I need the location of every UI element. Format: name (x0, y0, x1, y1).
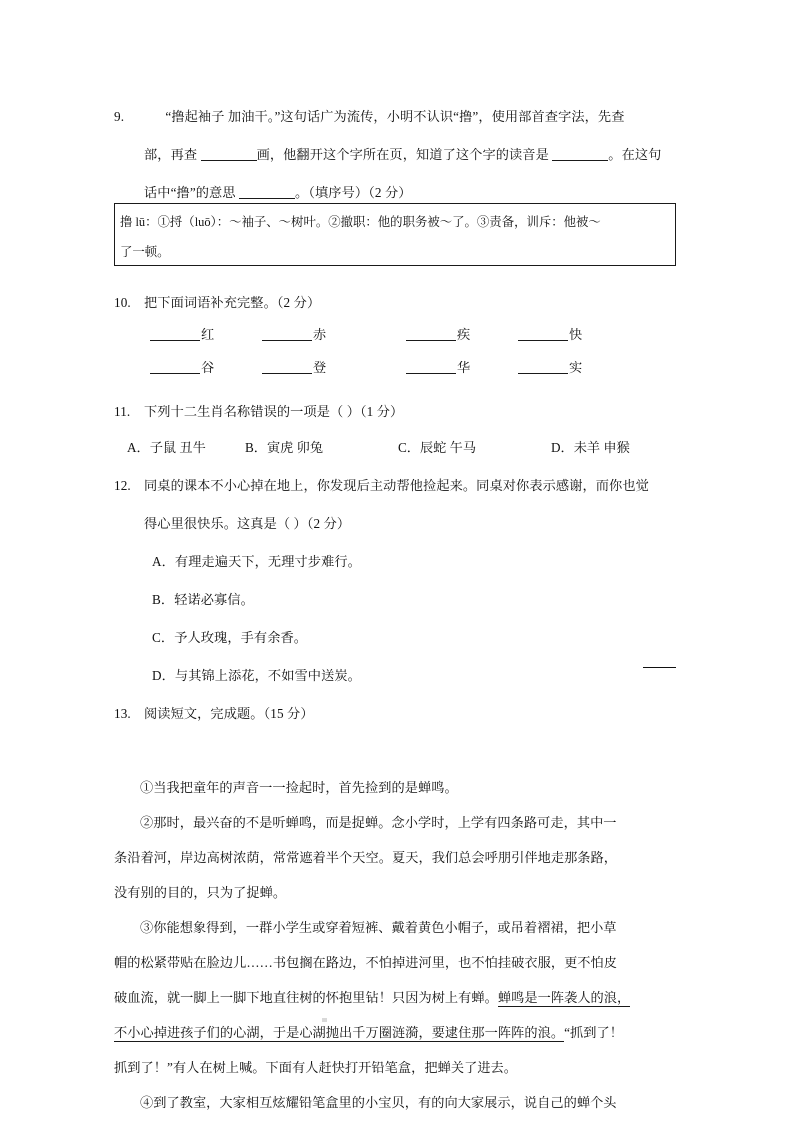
passage-paragraph-1 (114, 770, 680, 805)
question-11-number: 11. (114, 404, 131, 419)
dictionary-line-1: 撸 lū：①捋（luō）：～袖子、～树叶。②撤职：他的职务被～了。③责备，训斥：他被～ (120, 215, 601, 229)
question-9-text-2a: 部，再查 (144, 147, 198, 162)
answer-blank-pronunciation[interactable] (552, 147, 608, 161)
question-10-prompt-line (114, 284, 680, 322)
question-13-prompt: 阅读短文，完成题。（15 分） (144, 706, 314, 721)
question-12-option-a[interactable]: A．有理走遍天下，无理寸步难行。 (152, 554, 361, 569)
word-blank-2[interactable]: 赤 (262, 324, 326, 343)
question-9-text-2c: 。在这句 (608, 147, 662, 162)
question-9-text-3b: 。（填序号）（2 分） (295, 185, 412, 200)
word-blank-row (114, 357, 680, 390)
question-9-number: 9. (114, 109, 125, 124)
passage-paragraph-2-line-2: 条沿着河，岸边高树浓荫，常常遮着半个天空。夏天，我们总会呼朋引伴地走那条路， (114, 850, 618, 865)
word-blank-7[interactable]: 华 (406, 357, 470, 376)
scan-artifact (322, 1018, 327, 1022)
question-9-text-1: “撸起袖子 加油干。”这句话广为流传，小明不认识“撸”，使用部首查字法，先查 (165, 109, 625, 124)
word-blank-1[interactable]: 红 (150, 324, 214, 343)
answer-blank-meaning[interactable] (239, 185, 295, 199)
question-12-prompt-1: 同桌的课本不小心掉在地上，你发现后主动帮他捡起来。同桌对你表示感谢，而你也觉 (144, 478, 649, 493)
passage-paragraph-3-line-5: 抓到了！”有人在树上喊。下面有人赶快打开铅笔盒，把蝉关了进去。 (114, 1060, 518, 1075)
question-9-text-3a: 话中“撸”的意思 (144, 185, 236, 200)
passage-paragraph-3-line-3: 破血流，就一脚上一脚下地直往树的怀抱里钻！只因为树上有蝉。蝉鸣是一阵袭人的浪， (114, 990, 631, 1005)
passage-title-row (114, 733, 680, 768)
dictionary-definition-box (114, 203, 676, 266)
word-blank-6[interactable]: 登 (262, 357, 326, 376)
word-blank-4[interactable]: 快 (518, 324, 582, 343)
paragraph-3-tail: “抓到了！ (564, 1025, 623, 1040)
question-13-number: 13. (114, 706, 131, 721)
word-blank-5[interactable]: 谷 (150, 357, 214, 376)
word-blank-8[interactable]: 实 (518, 357, 582, 376)
question-11-options (114, 431, 680, 467)
dictionary-line-2: 了一顿。 (120, 245, 170, 259)
question-11-prompt: 下列十二生肖名称错误的一项是（ ）（1 分） (144, 404, 404, 419)
question-12-prompt-line-2 (114, 505, 680, 543)
option-c[interactable]: C．辰蛇 午马 (398, 440, 477, 455)
question-10-blank-grid (114, 324, 680, 390)
passage-paragraph-4-line-1: ④到了教室，大家相互炫耀铅笔盒里的小宝贝，有的向大家展示，说自己的蝉个头 (140, 1095, 617, 1110)
passage-title-blank[interactable] (643, 667, 676, 668)
question-12-option-c[interactable]: C．予人玫瑰，手有余香。 (152, 630, 308, 645)
question-12-prompt-2: 得心里很快乐。这真是（ ）（2 分） (144, 516, 351, 531)
question-13-prompt-line (114, 695, 680, 733)
option-d[interactable]: D．未羊 申猴 (551, 440, 630, 455)
question-9-text-2b: 画，他翻开这个字所在页，知道了这个字的读音是 (256, 147, 549, 162)
answer-blank-stroke-count[interactable] (201, 147, 257, 161)
question-12-option-b[interactable]: B．轻诺必寡信。 (152, 592, 254, 607)
passage-paragraph-3-line-1: ③你能想象得到，一群小学生或穿着短裤、戴着黄色小帽子，或吊着褶裙，把小草 (140, 920, 617, 935)
option-a[interactable]: A．子鼠 丑牛 (127, 440, 206, 455)
question-10-number: 10. (114, 295, 131, 310)
question-10 (114, 284, 680, 390)
question-9-line-1 (114, 98, 680, 136)
question-11-prompt-line (114, 393, 680, 431)
passage-paragraph-2-line-3: 没有别的目的，只为了捉蝉。 (114, 885, 287, 900)
word-blank-row (114, 324, 680, 357)
question-11 (114, 393, 680, 467)
word-blank-3[interactable]: 疾 (406, 324, 470, 343)
reading-passage (114, 770, 680, 1120)
passage-paragraph-3-line-2: 帽的松紧带贴在脸边儿……书包搁在路边，不怕掉进河里，也不怕挂破衣服，更不怕皮 (114, 955, 618, 970)
question-12 (114, 467, 680, 695)
passage-paragraph-2-line-1: ②那时，最兴奋的不是听蝉鸣，而是捉蝉。念小学时，上学有四条路可走，其中一 (140, 815, 617, 830)
question-12-prompt-line-1 (114, 467, 680, 505)
underlined-sentence-part-1: 蝉鸣是一阵袭人的浪， (497, 990, 631, 1005)
question-12-number: 12. (114, 478, 131, 493)
option-b[interactable]: B．寅虎 卯兔 (245, 440, 324, 455)
question-12-option-d[interactable]: D．与其锦上添花，不如雪中送炭。 (152, 668, 361, 683)
question-9-line-2 (114, 136, 680, 174)
underlined-sentence-part-2: 不小心掉进孩子们的心湖，于是心湖抛出千万圈涟漪，要逮住那一阵阵的浪。 (114, 1025, 565, 1040)
passage-paragraph-3-line-4 (114, 1015, 680, 1050)
question-13 (114, 695, 680, 1120)
question-10-prompt: 把下面词语补充完整。（2 分） (144, 295, 321, 310)
paragraph-1-line-1: ①当我把童年的声音一一捡起时，首先捡到的是蝉鸣。 (140, 780, 458, 795)
question-9 (114, 98, 680, 212)
